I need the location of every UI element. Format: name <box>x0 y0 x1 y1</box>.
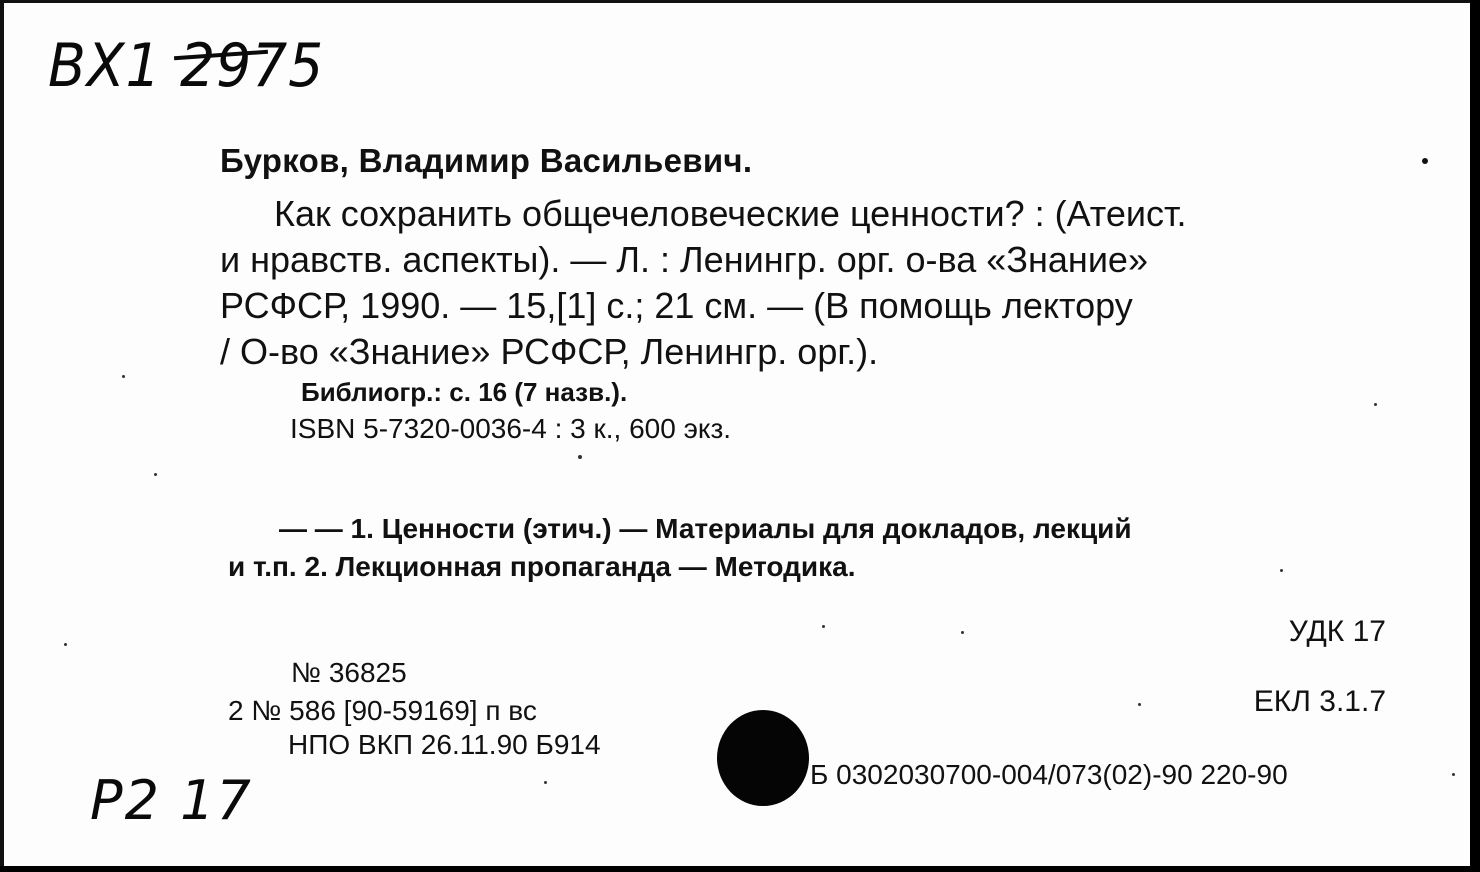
ink-blot <box>717 710 809 806</box>
subjects-line-2: и т.п. 2. Лекционная пропаганда — Методика. <box>228 551 856 582</box>
ink-speck <box>578 455 582 459</box>
handwritten-shelfmark-bottom: Р2 17 <box>90 769 253 832</box>
ink-speck <box>1374 403 1377 406</box>
title-line-4: / О-во «Знание» РСФСР, Ленингр. орг.). <box>220 331 879 372</box>
ink-speck <box>1452 773 1455 776</box>
ink-speck <box>1422 158 1428 164</box>
record-number: № 36825 <box>291 657 407 688</box>
bibliography-note: Библиогр.: с. 16 (7 назв.). <box>301 377 628 407</box>
ink-speck <box>822 625 825 628</box>
catalog-code-line: Б 0302030700-004/073(02)-90 220-90 <box>810 759 1288 790</box>
udk-code: УДК 17 <box>1288 615 1386 648</box>
author-heading: Бурков, Владимир Васильевич. <box>220 142 753 179</box>
ink-speck <box>544 781 547 784</box>
title-line-1: Как сохранить общечеловеческие ценности? : (Атеист. <box>274 193 1187 234</box>
title-line-3: РСФСР, 1990. — 15,[1] с.; 21 см. — (В помощь лектору <box>220 285 1133 326</box>
ink-speck <box>1138 703 1141 706</box>
ink-speck <box>122 375 125 378</box>
order-line: 2 № 586 [90-59169] п вс <box>228 695 537 726</box>
isbn-line: ISBN 5-7320-0036-4 : 3 к., 600 экз. <box>290 413 732 444</box>
ink-speck <box>154 473 157 476</box>
ink-speck <box>1280 569 1283 572</box>
npo-line: НПО ВКП 26.11.90 Б914 <box>288 729 601 760</box>
subjects-line-1: — — 1. Ценности (этич.) — Материалы для докладов, лекций <box>279 513 1132 544</box>
ekl-code: ЕКЛ 3.1.7 <box>1253 685 1386 718</box>
ink-speck <box>64 643 67 646</box>
title-line-2: и нравств. аспекты). — Л. : Ленингр. орг. о-ва «Знание» <box>220 239 1148 280</box>
handwritten-shelfmark-top: ВХ1 2975 <box>48 31 325 101</box>
ink-speck <box>961 631 964 634</box>
